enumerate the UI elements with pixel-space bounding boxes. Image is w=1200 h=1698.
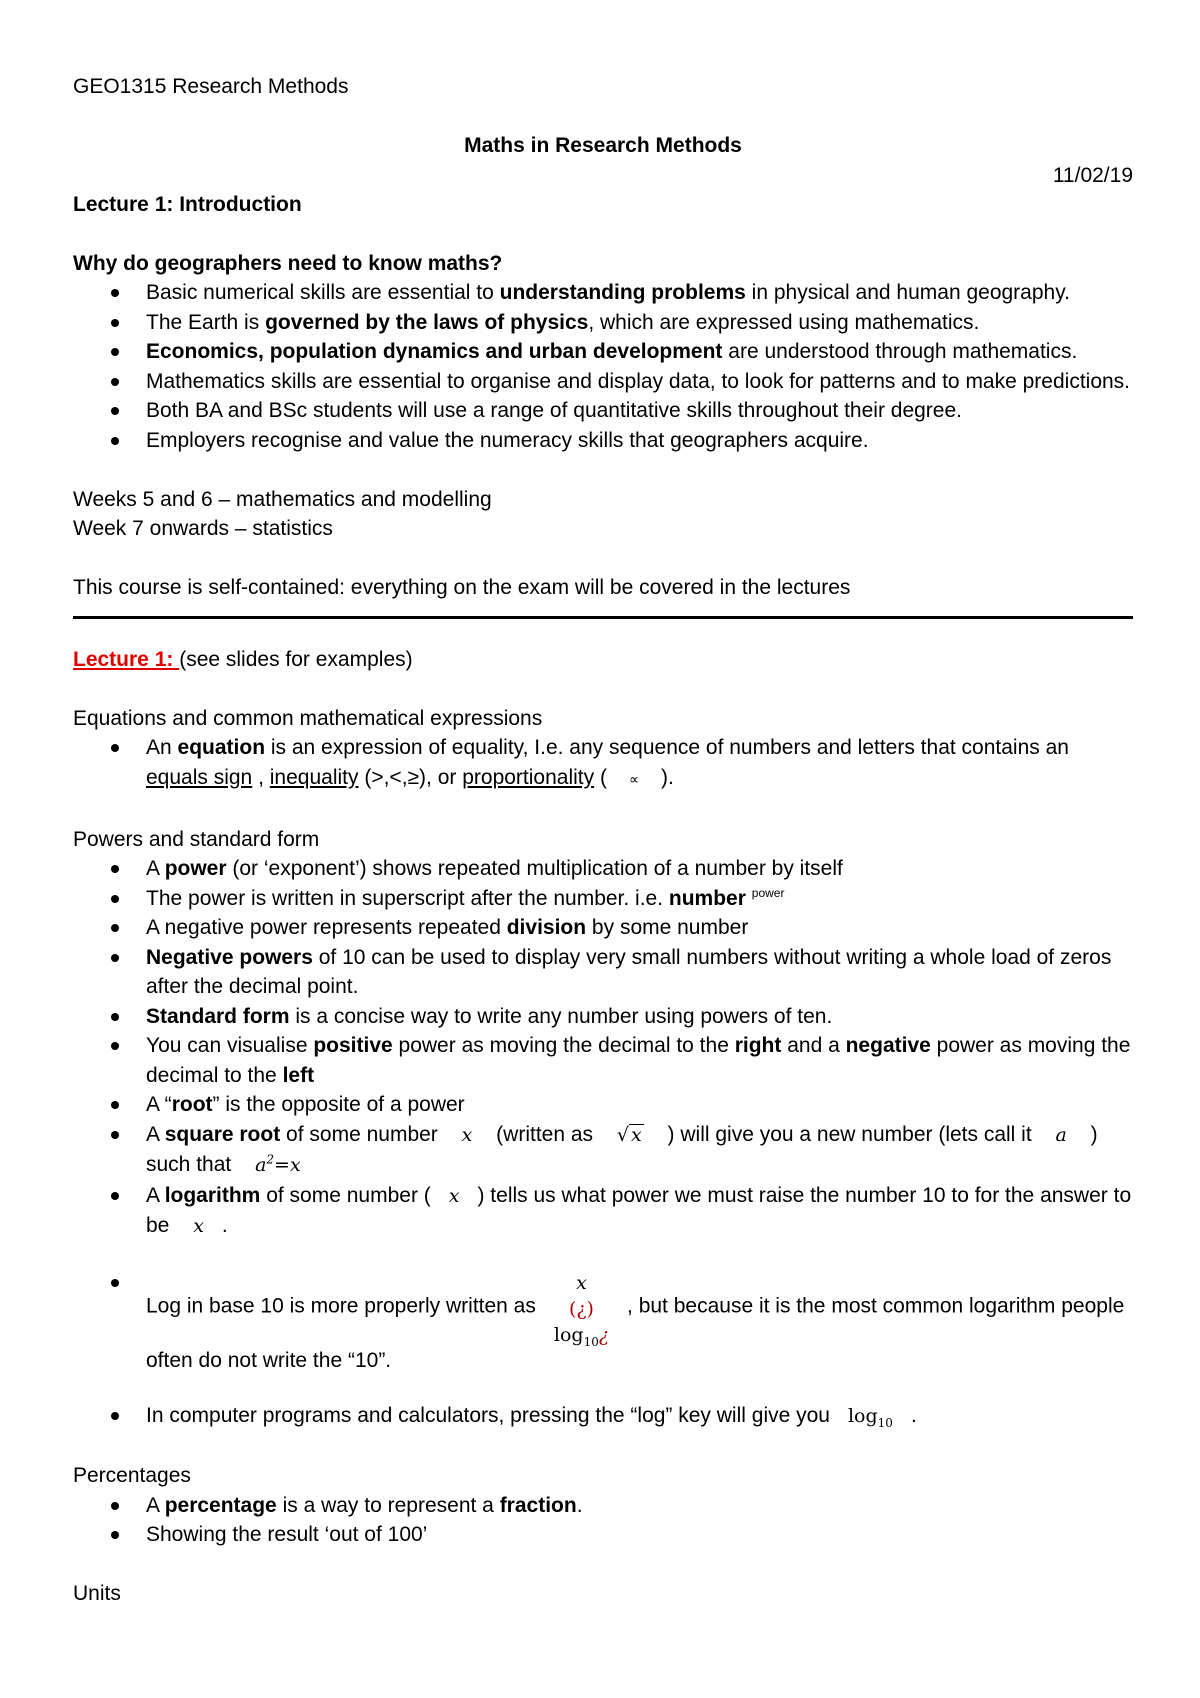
list-item: Negative powers of 10 can be used to display very small numbers without writing a whole load of zeros after the decimal point. xyxy=(73,943,1133,1002)
list-item: In computer programs and calculators, pressing the “log” key will give you $\log_{10}$ . xyxy=(73,1401,1133,1432)
bullet-icon xyxy=(111,1131,119,1139)
equations-list xyxy=(73,733,1133,795)
bullet-icon xyxy=(111,744,119,752)
list-item: Economics, population dynamics and urban development are understood through mathematics. xyxy=(73,337,1133,367)
bullet-icon xyxy=(111,1531,119,1539)
document-page xyxy=(73,72,1133,1609)
list-item: Mathematics skills are essential to organise and display data, to look for patterns and to make predictions. xyxy=(73,367,1133,397)
weeks-line-2: Week 7 onwards – statistics xyxy=(73,517,333,540)
bullet-icon xyxy=(111,924,119,932)
list-item: A square root of some number x (written as √ x ) will give you a new number (lets call it a ) such that $a^2=x$ xyxy=(73,1120,1133,1181)
bullet-icon xyxy=(111,407,119,415)
why-heading: Why do geographers need to know maths? xyxy=(73,251,503,275)
course-title: GEO1315 Research Methods xyxy=(73,75,349,98)
square-root-expression: √ x xyxy=(616,1123,642,1146)
bullet-icon xyxy=(111,1192,119,1200)
document-date: 11/02/19 xyxy=(1052,164,1133,187)
bullet-icon xyxy=(111,1502,119,1510)
bullet-icon xyxy=(111,1279,119,1287)
bullet-icon xyxy=(111,378,119,386)
list-item: Employers recognise and value the numeracy skills that geographers acquire. xyxy=(73,426,1133,456)
list-item: The power is written in superscript after the number. i.e. number $^{power}$ xyxy=(73,884,1133,914)
log-base-10-expression: x (¿) $\log_{10}¿$ xyxy=(553,1271,610,1349)
powers-heading: Powers and standard form xyxy=(73,827,320,851)
bullet-icon xyxy=(111,1042,119,1050)
lecture-1-link[interactable]: Lecture 1: xyxy=(73,647,180,671)
list-item: A power (or ‘exponent’) shows repeated multiplication of a number by itself xyxy=(73,854,1133,884)
bullet-icon xyxy=(111,954,119,962)
list-item: Showing the result ‘out of 100’ xyxy=(73,1520,1133,1550)
bullet-icon xyxy=(111,437,119,445)
bullet-icon xyxy=(111,1412,119,1420)
powers-list xyxy=(73,854,1133,1432)
list-item: A logarithm of some number ( x ) tells us what power we must raise the number 10 to for the answer to be x . xyxy=(73,1181,1133,1242)
list-item: You can visualise positive power as moving the decimal to the right and a negative power as moving the decimal to the left xyxy=(73,1031,1133,1090)
horizontal-rule xyxy=(73,616,1133,619)
bullet-icon xyxy=(111,1101,119,1109)
why-list xyxy=(73,278,1133,455)
list-item: An equation is an expression of equality, I.e. any sequence of numbers and letters that contains an equals sign , inequality (>,<,≥), or proportionality ( ∝ ). xyxy=(73,733,1133,795)
lecture-heading: Lecture 1: Introduction xyxy=(73,193,302,216)
bullet-icon xyxy=(111,348,119,356)
list-item: A “root” is the opposite of a power xyxy=(73,1090,1133,1120)
list-item: The Earth is governed by the laws of physics, which are expressed using mathematics. xyxy=(73,308,1133,338)
bullet-icon xyxy=(111,1013,119,1021)
proportional-symbol: ∝ xyxy=(628,771,639,788)
weeks-line-1: Weeks 5 and 6 – mathematics and modelling xyxy=(73,487,492,511)
bullet-icon xyxy=(111,865,119,873)
list-item: Both BA and BSc students will use a range of quantitative skills throughout their degree. xyxy=(73,396,1133,426)
percentages-list xyxy=(73,1491,1133,1550)
percentages-heading: Percentages xyxy=(73,1464,191,1487)
course-note: This course is self-contained: everything on the exam will be covered in the lectures xyxy=(73,576,851,599)
bullet-icon xyxy=(111,895,119,903)
square-equation: $a^2=x$ xyxy=(255,1152,301,1176)
list-item: Standard form is a concise way to write any number using powers of ten. xyxy=(73,1002,1133,1032)
list-item: A percentage is a way to represent a fraction. xyxy=(73,1491,1133,1521)
document-title: Maths in Research Methods xyxy=(464,134,742,157)
bullet-icon xyxy=(111,319,119,327)
list-item: Basic numerical skills are essential to understanding problems in physical and human geography. xyxy=(73,278,1133,308)
units-heading: Units xyxy=(73,1582,121,1605)
equations-heading: Equations and common mathematical expressions xyxy=(73,706,543,730)
lecture-1-line: Lecture 1: (see slides for examples) xyxy=(73,647,413,671)
bullet-icon xyxy=(111,289,119,297)
list-item: A negative power represents repeated division by some number xyxy=(73,913,1133,943)
list-item: Log in base 10 is more properly written as x (¿) $\log_{10}¿$ , but because it is the most common logarithm people often do not write the “10”. xyxy=(73,1242,1133,1402)
